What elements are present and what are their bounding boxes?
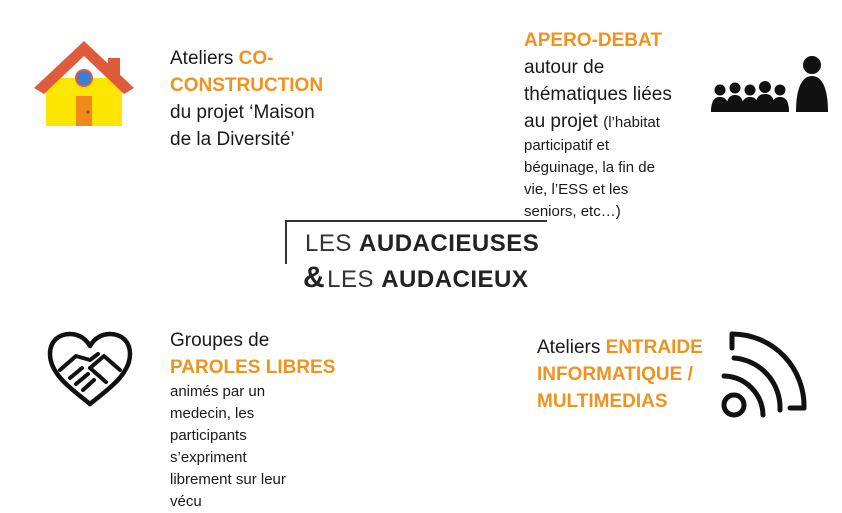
- people-audience-icon: [708, 54, 832, 114]
- logo-frame-gap: [285, 264, 291, 284]
- informatique-highlight: INFORMATIQUE /: [537, 364, 693, 385]
- entraide-informatique-block: [537, 334, 727, 415]
- construction-highlight: CONSTRUCTION: [170, 75, 324, 96]
- logo-audacieux: AUDACIEUX: [381, 266, 529, 293]
- apero-line2: thématiques liées: [524, 84, 672, 105]
- multimedias-highlight: MULTIMEDIAS: [537, 391, 668, 412]
- les-audacieuses-logo: [285, 220, 547, 294]
- entraide-line1: [537, 334, 727, 361]
- handshake-heart-icon: [46, 330, 134, 410]
- logo-ampersand: &: [303, 261, 326, 294]
- paroles-small-line: s’expriment: [170, 449, 247, 466]
- paroles-small-line: librement sur leur: [170, 471, 286, 488]
- apero-line1: autour de: [524, 57, 605, 78]
- logo-audacieuses: AUDACIEUSES: [359, 230, 540, 257]
- apero-small-line: vie, l’ESS et les: [524, 181, 629, 198]
- co-construction-line4: de la Diversité’: [170, 129, 295, 150]
- paroles-line1: Groupes de: [170, 330, 270, 351]
- logo-les-1: LES: [305, 230, 360, 257]
- ateliers-label: Ateliers: [170, 48, 239, 69]
- house-icon: [30, 38, 138, 128]
- apero-small-line: participatif et: [524, 137, 610, 154]
- apero-line3-small: (l’habitat: [603, 114, 660, 131]
- paroles-small-line: medecin, les: [170, 405, 255, 422]
- logo-les-2: LES: [327, 266, 382, 293]
- rss-feed-icon: [718, 330, 812, 422]
- apero-debat-title: APERO-DEBAT: [524, 30, 662, 51]
- apero-line3: [524, 108, 684, 135]
- co-construction-line1: [170, 45, 370, 72]
- paroles-small-line: animés par un: [170, 383, 266, 400]
- logo-line1: [305, 230, 539, 258]
- apero-small-line: béguinage, la fin de: [524, 159, 655, 176]
- co-highlight: CO-: [238, 48, 274, 69]
- logo-line2: [303, 261, 529, 294]
- paroles-small-line: participants: [170, 427, 247, 444]
- co-construction-line3: du projet ‘Maison: [170, 102, 315, 123]
- ateliers-co-construction-block: [170, 45, 370, 153]
- entraide-ateliers-label: Ateliers: [537, 337, 606, 358]
- entraide-highlight: ENTRAIDE: [605, 337, 703, 358]
- apero-line3-main: au projet: [524, 111, 604, 132]
- apero-small-line: seniors, etc…): [524, 203, 621, 220]
- paroles-small-line: vécu: [170, 493, 202, 510]
- paroles-libres-block: [170, 327, 370, 513]
- paroles-libres-highlight: PAROLES LIBRES: [170, 357, 336, 378]
- apero-debat-block: [524, 27, 684, 223]
